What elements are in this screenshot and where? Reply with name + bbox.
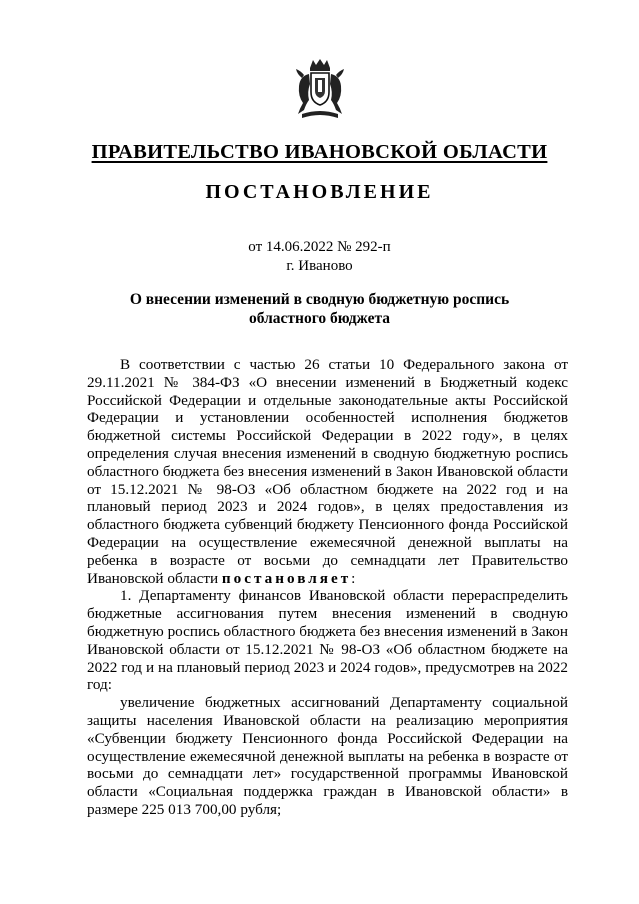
date-and-number: от 14.06.2022 № 292-п xyxy=(248,239,391,255)
coat-of-arms-emblem xyxy=(294,58,346,120)
allocation-paragraph: увеличение бюджетных ассигнований Департаменту социальной защиты населения Ивановской области на реализацию мероприятия «Субвенции бюджету Пенсионного фонда Российской Федерации на осуществление ежемесячной денежной выплаты на ребенка в возрасте от восьми до семнадцати лет» государственной программы Ивановской области «Социальная поддержка граждан в Ивановской области» в размере 225 013 700,00 рубля; xyxy=(87,694,568,818)
city: г. Иваново xyxy=(286,258,353,274)
preamble-end: : xyxy=(351,569,356,587)
preamble-text: В соответствии с частью 26 статьи 10 Федерального закона от 29.11.2021 № 384-ФЗ «О внесении изменений в Бюджетный кодекс Российской Федерации и отдельные законодательные акты Российской Федерации и установлении особенностей исполнения бюджетов бюджетной системы Российской Федерации в 2022 году», в целях определения случая внесения изменений в сводную бюджетную роспись областного бюджета без внесения изменений в Закон Ивановской области от 15.12.2021 № 98-ОЗ «Об областном бюджете на 2022 год и на плановый период 2023 и 2024 годов», в целях предоставления из областного бюджета субвенций бюджету Пенсионного фонда Российской Федерации на осуществление ежемесячной денежной выплаты на ребенка в возрасте от восьми до семнадцати лет Правительство Ивановской области xyxy=(87,356,568,587)
subject-line-2: областного бюджета xyxy=(248,310,391,327)
clause-1-paragraph: 1. Департаменту финансов Ивановской области перераспределить бюджетные ассигнования путем внесения изменений в сводную бюджетную роспись областного бюджета без внесения изменений в Закон Ивановской области от 15.12.2021 № 98-ОЗ «Об областном бюджете на 2022 год и на плановый период 2023 и 2024 годов», предусмотрев на 2022 год: xyxy=(87,587,568,694)
document-body xyxy=(87,356,568,819)
government-title: ПРАВИТЕЛЬСТВО ИВАНОВСКОЙ ОБЛАСТИ xyxy=(91,141,548,163)
document-type-title: ПОСТАНОВЛЕНИЕ xyxy=(205,181,434,203)
date-and-location xyxy=(60,238,579,276)
preamble-paragraph xyxy=(87,356,568,587)
document-subject xyxy=(100,290,539,328)
resolution-keyword: постановляет xyxy=(221,569,352,587)
subject-line-1: О внесении изменений в сводную бюджетную роспись xyxy=(129,291,510,308)
